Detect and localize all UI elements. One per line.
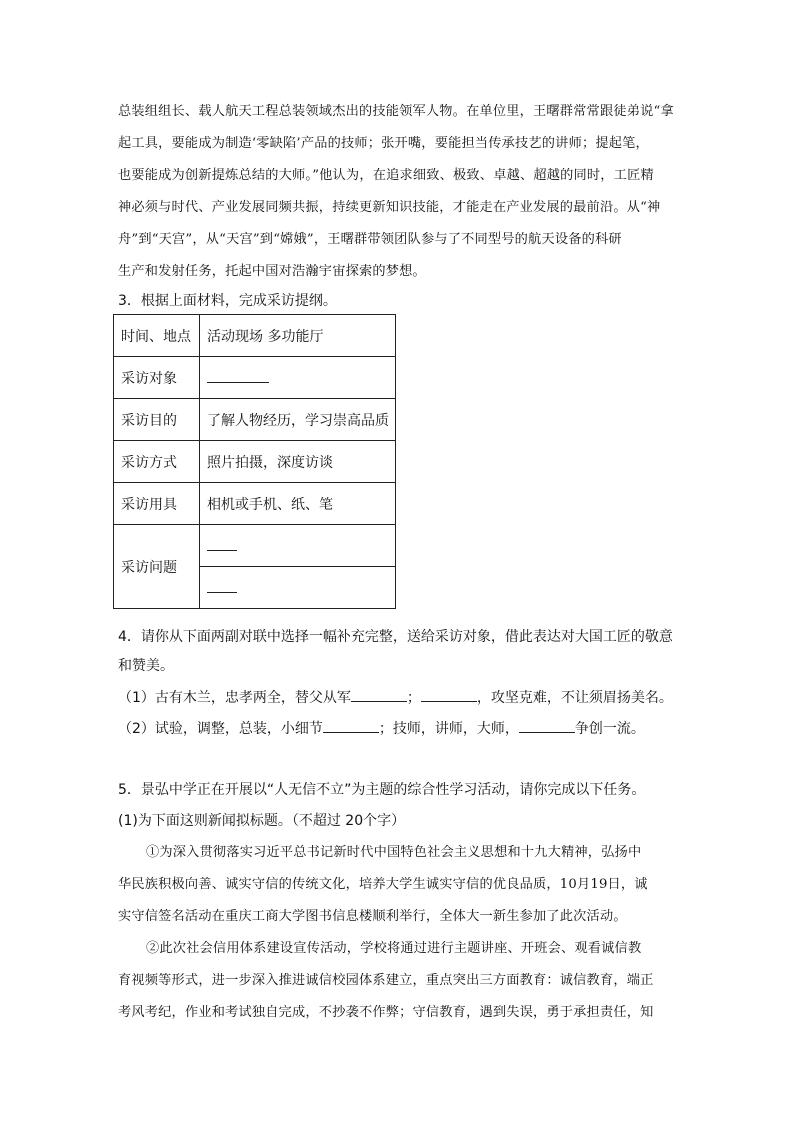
- question-5-prompt: 5．景弘中学正在开展以“人无信不立”为主题的综合性学习活动，请你完成以下任务。: [118, 782, 646, 798]
- question-4-prompt: 4．请你从下面两副对联中选择一幅补充完整，送给采访对象，借此表达对大国工匠的敬意: [118, 629, 673, 645]
- couplet-2-part-c: 争创一流。: [574, 721, 645, 737]
- row-value: 了解人物经历，学习崇高品质: [200, 399, 396, 441]
- row-key: 采访用具: [114, 483, 200, 525]
- row-key: 采访问题: [114, 525, 200, 609]
- table-row: [114, 483, 396, 525]
- interview-outline-table: [113, 314, 396, 609]
- passage-line: 神必须与时代、产业发展同频共振，持续更新知识技能，才能走在产业发展的最前沿。从“神: [118, 200, 661, 215]
- question-5-sub-1: (1)为下面这则新闻拟标题。（不超过 20个字）: [118, 813, 406, 829]
- passage-line: 也要能成为创新提炼总结的大师。”他认为，在追求细致、极致、卓越、超越的同时，工匠精: [118, 168, 654, 183]
- couplet-1-sep: ；: [406, 690, 421, 706]
- news-line: ②此次社会信用体系建设宣传活动，学校将通过进行主题讲座、开班会、观看诚信教: [146, 941, 642, 956]
- couplet-1-part-a: （1）古有木兰，忠孝两全，替父从军: [118, 690, 351, 706]
- question-4-prompt-cont: 和赞美。: [118, 658, 174, 674]
- couplet-1: [118, 687, 673, 707]
- news-line: ①为深入贯彻落实习近平总书记新时代中国特色社会主义思想和十九大精神，弘扬中: [146, 845, 642, 860]
- answer-blank[interactable]: [207, 368, 269, 383]
- answer-blank[interactable]: [519, 718, 575, 733]
- table-row: [114, 525, 396, 567]
- question-blank-cell: [200, 525, 396, 567]
- row-key: 采访目的: [114, 399, 200, 441]
- question-3-prompt: 3．根据上面材料，完成采访提纲。: [118, 293, 337, 309]
- row-key: 采访方式: [114, 441, 200, 483]
- passage-line: 生产和发射任务，托起中国对浩瀚宇宙探索的梦想。: [118, 264, 426, 279]
- table-row: [114, 441, 396, 483]
- row-key: 时间、地点: [114, 315, 200, 357]
- answer-blank[interactable]: [323, 718, 379, 733]
- table-row: [114, 315, 396, 357]
- news-line: 华民族积极向善、诚实守信的传统文化，培养大学生诚实守信的优良品质，10月19日，诚: [118, 877, 648, 892]
- couplet-1-part-b: ，攻坚克难，不让须眉扬美名。: [476, 690, 673, 706]
- passage-line: 舟”到“天宫”，从“天宫”到“嫦娥”，王曙群带领团队参与了不同型号的航天设备的科研: [118, 232, 622, 247]
- couplet-2-part-b: ；技师，讲师，大师，: [378, 721, 519, 737]
- row-key: 采访对象: [114, 357, 200, 399]
- interviewee-blank-cell: [200, 357, 396, 399]
- news-line: 实守信签名活动在重庆工商大学图书信息楼顺利举行，全体大一新生参加了此次活动。: [118, 909, 627, 924]
- question-blank-cell: [200, 567, 396, 609]
- table-row: [114, 357, 396, 399]
- couplet-2-part-a: （2）试验，调整，总装，小细节: [118, 721, 323, 737]
- passage-line: 总装组组长、载人航天工程总装领域杰出的技能领军人物。在单位里，王曙群常常跟徒弟说“拿: [118, 104, 674, 119]
- passage-line: 起工具，要能成为制造‘零缺陷’产品的技师；张开嘴，要能担当传承技艺的讲师；提起笔，: [118, 136, 649, 151]
- answer-blank[interactable]: [421, 687, 477, 702]
- answer-blank[interactable]: [351, 687, 407, 702]
- couplet-2: [118, 718, 645, 738]
- news-line: 考风考纪，作业和考试独自完成，不抄袭不作弊；守信教育，遇到失误，勇于承担责任，知: [118, 1005, 654, 1020]
- news-line: 育视频等形式，进一步深入推进诚信校园体系建立，重点突出三方面教育：诚信教育，端正: [118, 973, 654, 988]
- answer-blank[interactable]: [207, 578, 237, 593]
- row-value: 活动现场 多功能厅: [200, 315, 396, 357]
- table-row: [114, 399, 396, 441]
- row-value: 相机或手机、纸、笔: [200, 483, 396, 525]
- answer-blank[interactable]: [207, 536, 237, 551]
- row-value: 照片拍摄，深度访谈: [200, 441, 396, 483]
